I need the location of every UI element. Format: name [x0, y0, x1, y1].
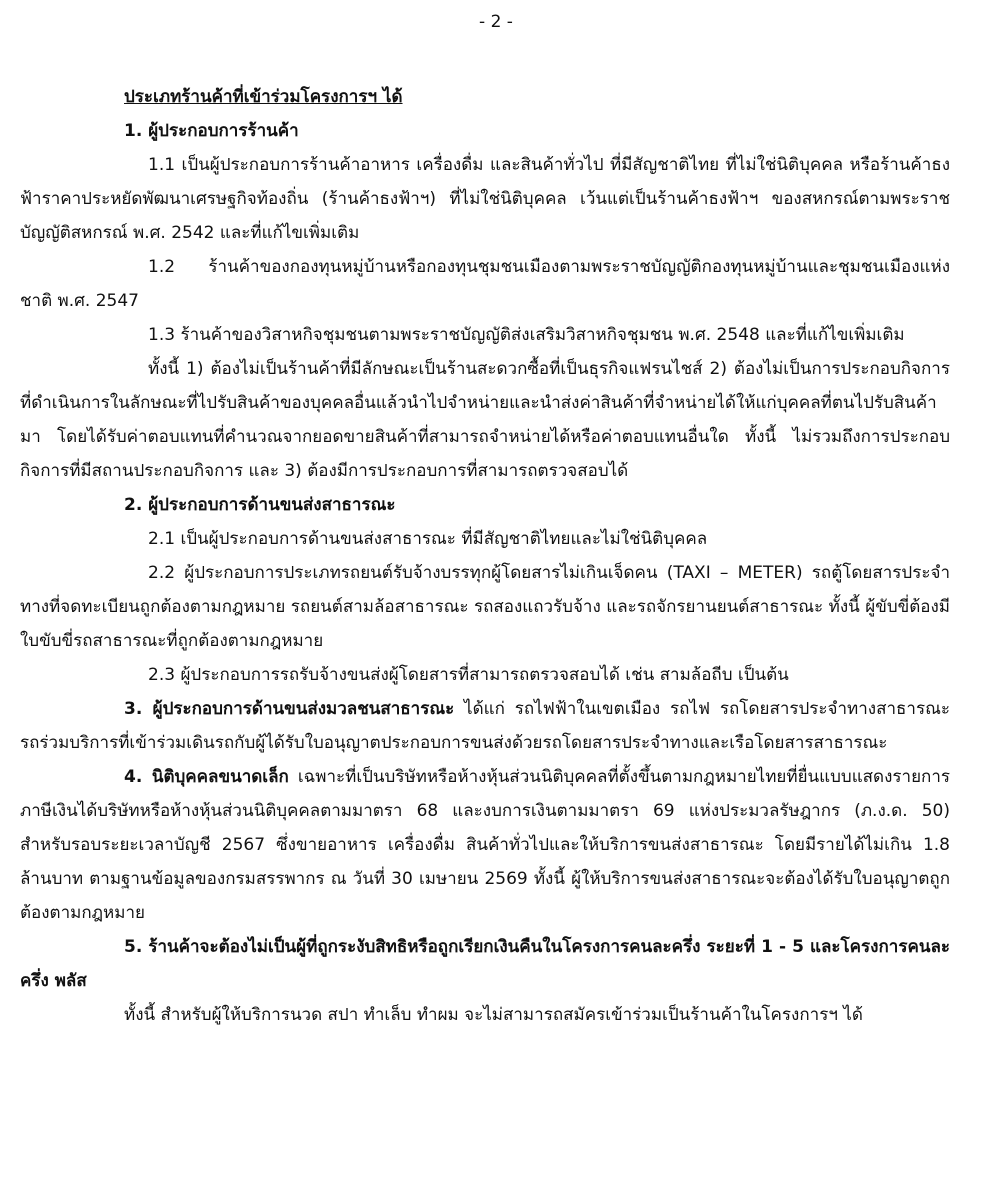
paragraph-2-1: 2.1 เป็นผู้ประกอบการด้านขนส่งสาธารณะ ที่มีสัญชาติไทยและไม่ใช่นิติบุคคล — [148, 529, 708, 549]
paragraph-1-2: 1.2 ร้านค้าของกองทุนหมู่บ้านหรือกองทุนชุมชนเมืองตามพระราชบัญญัติกองทุนหมู่บ้านและชุมชนเมืองแห่งชาติ พ.ศ. 2547 — [20, 257, 950, 311]
heading-shop-operators: 1. ผู้ประกอบการร้านค้า — [124, 121, 299, 141]
paragraph-1-1: 1.1 เป็นผู้ประกอบการร้านค้าอาหาร เครื่องดื่ม และสินค้าทั่วไป ที่มีสัญชาติไทย ที่ไม่ใช่นิติบุคคล หรือร้านค้าธงฟ้าราคาประหยัดพัฒนาเศรษฐกิจท้องถิ่น (ร้านค้าธงฟ้าฯ) ที่ไม่ใช่นิติบุคคล เว้นแต่เป็นร้านค้าธงฟ้าฯ ของสหกรณ์ตามพระราชบัญญัติสหกรณ์ พ.ศ. 2542 และที่แก้ไขเพิ่มเติม — [20, 155, 950, 243]
paragraph-1-note: ทั้งนี้ 1) ต้องไม่เป็นร้านค้าที่มีลักษณะเป็นร้านสะดวกซื้อที่เป็นธุรกิจแฟรนไชส์ 2) ต้องไม่เป็นการประกอบกิจการที่ดำเนินการในลักษณะที่ไปรับสินค้าของบุคคลอื่นแล้วนำไปจำหน่ายและนำส่งค่าสินค้าที่จำหน่ายได้ให้แก่บุคคลที่ตนไปรับสินค้ามา โดยได้รับค่าตอบแทนที่คำนวณจากยอดขายสินค้าที่สามารถจำหน่ายได้หรือค่าตอบแทนอื่นใด ทั้งนี้ ไม่รวมถึงการประกอบกิจการที่มีสถานประกอบกิจการ และ 3) ต้องมีการประกอบการที่สามารถตรวจสอบได้ — [20, 359, 950, 481]
paragraph-5: 5. ร้านค้าจะต้องไม่เป็นผู้ที่ถูกระงับสิทธิหรือถูกเรียกเงินคืนในโครงการคนละครึ่ง ระยะที่ 1 - 5 และโครงการคนละครึ่ง พลัส — [20, 937, 950, 991]
heading-small-juristic: 4. นิติบุคคลขนาดเล็ก — [124, 767, 289, 787]
paragraph-2-3: 2.3 ผู้ประกอบการรถรับจ้างขนส่งผู้โดยสารที่สามารถตรวจสอบได้ เช่น สามล้อถีบ เป็นต้น — [148, 665, 789, 685]
section-title: ประเภทร้านค้าที่เข้าร่วมโครงการฯ ได้ — [124, 87, 403, 107]
page-number: - 2 - — [479, 12, 513, 32]
paragraph-3-text: ได้แก่ รถไฟฟ้าในเขตเมือง รถไฟ รถโดยสารประจำทางสาธารณะ รถร่วมบริการที่เข้าร่วมเดินรถกับผู้ได้รับใบอนุญาตประกอบการขนส่งด้วยรถโดยสารประจำทางและเรือโดยสารสาธารณะ — [20, 699, 950, 753]
paragraph-2-2: 2.2 ผู้ประกอบการประเภทรถยนต์รับจ้างบรรทุกผู้โดยสารไม่เกินเจ็ดคน (TAXI – METER) รถตู้โดยสารประจำทางที่จดทะเบียนถูกต้องตามกฎหมาย รถยนต์สามล้อสาธารณะ รถสองแถวรับจ้าง และรถจักรยานยนต์สาธารณะ ทั้งนี้ ผู้ขับขี่ต้องมีใบขับขี่รถสาธารณะที่ถูกต้องตามกฎหมาย — [20, 563, 950, 651]
document-body — [20, 80, 950, 1032]
heading-mass-transit: 3. ผู้ประกอบการด้านขนส่งมวลชนสาธารณะ — [124, 699, 455, 719]
paragraph-4 — [20, 760, 950, 930]
paragraph-4-text: เฉพาะที่เป็นบริษัทหรือห้างหุ้นส่วนนิติบุคคลที่ตั้งขึ้นตามกฎหมายไทยที่ยื่นแบบแสดงรายการภาษีเงินได้บริษัทหรือห้างหุ้นส่วนนิติบุคคลตามมาตรา 68 และงบการเงินตามมาตรา 69 แห่งประมวลรัษฎากร (ภ.ง.ด. 50) สำหรับรอบระยะเวลาบัญชี 2567 ซึ่งขายอาหาร เครื่องดื่ม สินค้าทั่วไปและให้บริการขนส่งสาธารณะ โดยมีรายได้ไม่เกิน 1.8 ล้านบาท ตามฐานข้อมูลของกรมสรรพากร ณ วันที่ 30 เมษายน 2569 ทั้งนี้ ผู้ให้บริการขนส่งสาธารณะจะต้องได้รับใบอนุญาตถูกต้องตามกฎหมาย — [20, 767, 950, 923]
paragraph-1-3: 1.3 ร้านค้าของวิสาหกิจชุมชนตามพระราชบัญญัติส่งเสริมวิสาหกิจชุมชน พ.ศ. 2548 และที่แก้ไขเพิ่มเติม — [148, 325, 905, 345]
heading-public-transport: 2. ผู้ประกอบการด้านขนส่งสาธารณะ — [124, 495, 396, 515]
paragraph-3 — [20, 692, 950, 760]
final-note: ทั้งนี้ สำหรับผู้ให้บริการนวด สปา ทำเล็บ ทำผม จะไม่สามารถสมัครเข้าร่วมเป็นร้านค้าในโครงการฯ ได้ — [124, 1005, 863, 1025]
